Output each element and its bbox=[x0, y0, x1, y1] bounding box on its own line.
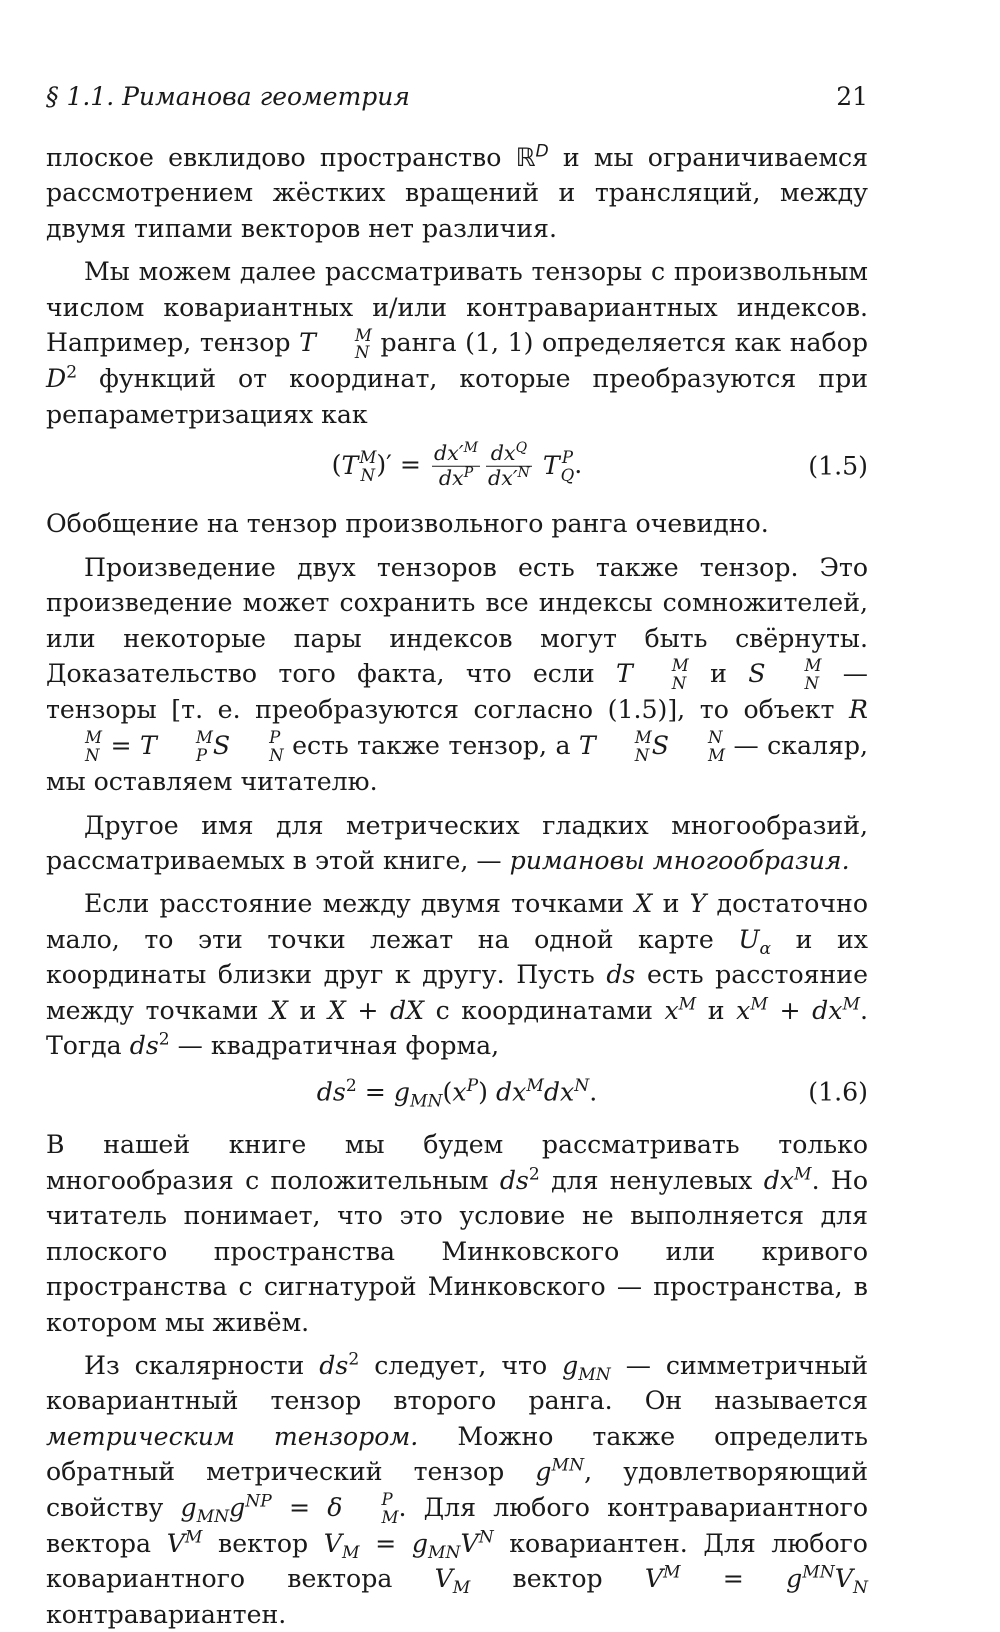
paragraph: Другое имя для метрических гладких многообразий, рассматриваемых в этой книге, — римановы многообразия. bbox=[46, 810, 868, 876]
page-number: 21 bbox=[836, 82, 868, 111]
equation-formula: (T M N )′ = $\frac{dx'^M}{dx^P}$ $\frac{dx^Q}{dx'^N}$ T P Q . bbox=[331, 440, 583, 490]
paragraph: Мы можем далее рассматривать тензоры с произвольным числом ковариантных и/или контравариантных индексов. Например, тензор T M N ранга (1, 1) определяется как набор $D^2$ функций от координат, которые преобразуются при репараметризациях как bbox=[46, 257, 868, 429]
math-D2: $D^2$ bbox=[46, 363, 78, 394]
paragraph: Обобщение на тензор произвольного ранга очевидно. bbox=[46, 509, 769, 539]
equation-number: (1.6) bbox=[808, 1077, 868, 1107]
paragraph: плоское евклидово пространство ℝ$^D$ и мы ограничиваемся рассмотрением жёстких вращений и трансляций, между двумя типами векторов нет различия. bbox=[46, 141, 868, 243]
equation-1-5 bbox=[46, 434, 868, 498]
paragraph: Из скалярности $ds^2$ следует, что $g_{MN}$ — симметричный ковариантный тензор второго ранга. Он называется метрическим тензором. Можно также определить обратный метрический тензор $g^{MN}$, удовлетворяющий свойству $g_{MN}g^{NP} = \delta$ P M . Для любого контравариантного вектора $V^M$ вектор $V_M = g_{MN}V^N$ ковариантен. Для любого ковариантного вектора $V_M$ вектор $V^M = g^{MN}V_N$ контравариантен. bbox=[46, 1349, 868, 1629]
paragraph: Если расстояние между двумя точками X и Y достаточно мало, то эти точки лежат на одной карте $U_\alpha$ и их координаты близки друг к другу. Пусть ds есть расстояние между точками X и X + dX с координатами $x^M$ и $x^M + dx^M$. Тогда $ds^2$ — квадратичная форма, bbox=[46, 889, 869, 1061]
equation-1-6 bbox=[46, 1065, 868, 1119]
emphasis-term: римановы многообразия. bbox=[509, 846, 850, 876]
math-R-D: ℝ$^D$ bbox=[515, 141, 549, 172]
emphasis-term: метрическим тензором. bbox=[46, 1421, 419, 1451]
math-tensor-T: T M N bbox=[299, 325, 372, 363]
equation-formula: $ds^2 = g_{MN}(x^P)$ $dx^Mdx^N$. bbox=[316, 1076, 598, 1112]
page-body bbox=[46, 140, 868, 1632]
paragraph: В нашей книге мы будем рассматривать только многообразия с положительным $ds^2$ для ненулевых $dx^M$. Но читатель понимает, что это условие не выполняется для плоского пространства Минковского или кривого пространства с сигнатурой Минковского — пространства, в котором мы живём. bbox=[46, 1130, 868, 1337]
running-head: § 1.1. Римановa геометрия bbox=[46, 82, 410, 111]
page-header bbox=[46, 82, 868, 111]
equation-number: (1.5) bbox=[808, 451, 868, 481]
paragraph: Произведение двух тензоров есть также тензор. Это произведение может сохранить все индексы сомножителей, или некоторые пары индексов могут быть свёрнуты. Доказательство того факта, что если T M N и S M N — тензоры [т. е. преобразуются согласно (1.5)], то объект R M N = T M P S P N есть также тензор, а T M N S N M — скаляр, мы оставляем читателю. bbox=[46, 552, 868, 797]
